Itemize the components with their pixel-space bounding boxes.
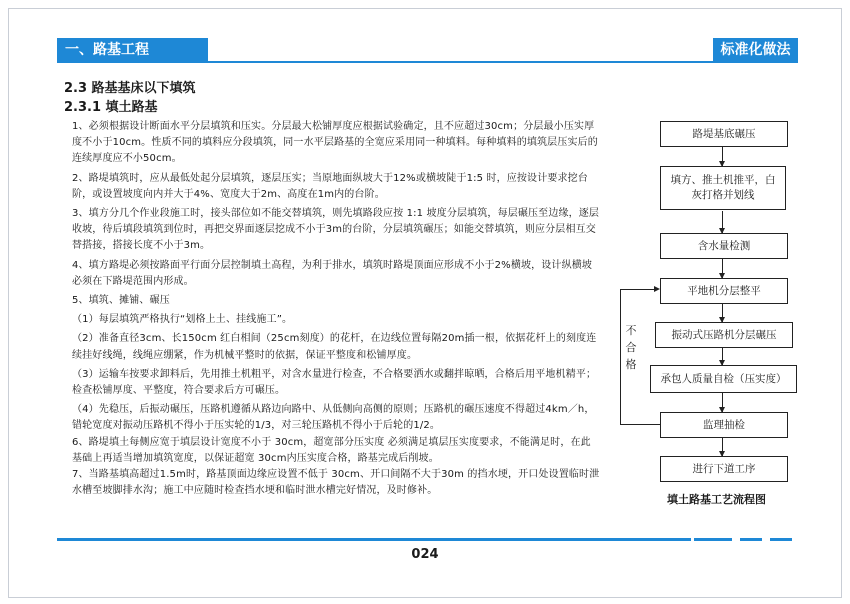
flow-arrow — [722, 258, 723, 278]
flow-arrow — [722, 211, 723, 233]
fail-loop-arrowhead — [654, 286, 660, 292]
paragraph-6: 6、路堤填土每侧应宽于填层设计宽度不小于 30cm，超宽部分压实度 必须满足填层压实度要求，不能满足时，在此基础上再适当增加填筑宽度，以保证超宽 30cm内压实度合格，路基完成后削坡。 — [72, 436, 591, 464]
paragraph-5-3: （3）运输车按要求卸料后，先用推土机粗平，对含水量进行检查，不合格要洒水或翻拌晾晒，合格后用平地机精平；检查松铺厚度、平整度，符合要求后方可碾压。 — [72, 368, 597, 397]
paragraph-5-4: （4）先稳压，后振动碾压，压路机遵循从路边向路中、从低侧向高侧的原则；压路机的碾压速度不得超过4km／h，错轮宽度对振动压路机不得小于压实轮的1/3，对三轮压路机不得小于后轮的1/2。 — [72, 404, 595, 432]
paragraph-5: 5、填筑、摊铺、碾压 — [72, 295, 170, 307]
flow-step-vibratory-roller: 振动式压路机分层碾压 — [655, 322, 793, 348]
subsection-heading: 2.3 路基基床以下填筑 — [64, 81, 196, 96]
standard-practice-label: 标准化做法 — [713, 38, 798, 62]
paragraph-7: 7、当路基填高超过1.5m时，路基顶面边缘应设置不低于 30cm、开口间隔不大于30m 的挡水埂，开口处设置临时泄水槽至坡脚排水沟；施工中应随时检查挡水埂和临时泄水槽完好情况，及时修补。 — [72, 469, 600, 497]
flow-arrow — [722, 303, 723, 322]
flow-arrow — [722, 437, 723, 456]
paragraph-3: 3、填方分几个作业段施工时，接头部位如不能交替填筑，则先填路段应按 1:1 坡度分层填筑，每层碾压至边缘，逐层收坡，待后填段填筑到位时，再把交界面逐层挖成不小于3m的台阶，分层填筑碾压；如能交替填筑，则应分层相互交替搭接，搭接长度不小于3m。 — [72, 208, 600, 252]
flow-arrow — [722, 347, 723, 365]
fail-loop-top — [620, 289, 654, 290]
body-text — [72, 119, 600, 499]
header-rule — [57, 61, 798, 63]
paragraph-1: 1、必须根据设计断面水平分层填筑和压实。分层最大松铺厚度应根据试验确定，且不应超过30cm；分层最小压实厚度不小于10cm。性质不同的填料应分段填筑，同一水平层路基的全宽应采用同一种填料。每种填料的填筑层压实后的连续厚度应不小50cm。 — [72, 121, 598, 165]
section-title: 一、路基工程 — [57, 38, 208, 62]
footer-dash — [770, 538, 792, 541]
paragraph-4: 4、填方路堤必须按路面平行面分层控制填土高程，为利于排水，填筑时路堤顶面应形成不小于2%横坡，设计纵横坡必须在下路堤范围内形成。 — [72, 259, 593, 287]
paragraph-5-1: （1）每层填筑严格执行“划格上土、挂线施工”。 — [72, 314, 293, 326]
sub-subsection-heading: 2.3.1 填土路基 — [64, 100, 158, 115]
flow-step-self-inspection: 承包人质量自检（压实度） — [650, 365, 797, 393]
flow-step-base-compaction: 路堤基底碾压 — [660, 121, 788, 147]
flow-step-supervision-check: 监理抽检 — [660, 412, 788, 438]
fail-loop-bottom — [620, 424, 660, 425]
flow-step-moisture-test: 含水量检测 — [660, 233, 788, 259]
flowchart-caption: 填土路基工艺流程图 — [667, 493, 766, 506]
footer-dash — [740, 538, 762, 541]
flow-step-fill-grid: 填方、推土机推平，白灰打格并划线 — [660, 166, 786, 210]
paragraph-5-2: （2）准备直径3cm、长150cm 红白相间（25cm刻度）的花杆，在边线位置每隔20m插一根，依据花杆上的刻度连续挂好线绳，线绳应绷紧，作为机械平整时的依据，保证平整度和松铺厚度。 — [72, 333, 597, 361]
fail-loop-vertical — [620, 289, 621, 425]
fail-label: 不合格 — [625, 324, 637, 371]
flow-step-next-process: 进行下道工序 — [660, 456, 788, 482]
paragraph-2: 2、路堤填筑时，应从最低处起分层填筑，逐层压实；当原地面纵坡大于12%或横坡陡于1:5 时，应按设计要求挖台阶，或设置坡度向内并大于4%、宽度大于2m、高度在1m内的台阶。 — [72, 172, 588, 200]
flow-arrow — [722, 392, 723, 412]
footer-dash — [694, 538, 732, 541]
page-number: 024 — [411, 547, 439, 562]
footer-rule — [57, 538, 691, 541]
flow-arrow — [722, 146, 723, 166]
flow-step-grader-leveling: 平地机分层整平 — [660, 278, 788, 304]
